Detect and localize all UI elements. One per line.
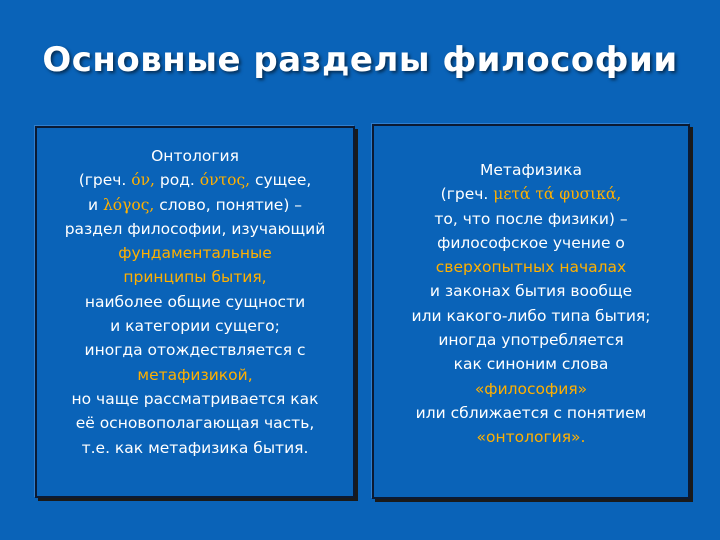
ontology-etymology-line-2 [37, 193, 353, 217]
greek-word-ontos: όντος, [194, 171, 251, 190]
ontology-text-line: но чаще рассматривается как [71, 389, 319, 408]
greek-word-on: όν, [126, 171, 155, 190]
ontology-text-line: т.е. как метафизика бытия. [81, 438, 309, 457]
metaphysics-text-line: как синоним слова [453, 355, 609, 374]
translation-word: слово, понятие) – [154, 195, 303, 214]
metaphysics-text-line: или сближается с понятием [415, 403, 647, 422]
metaphysics-text-line: и законах бытия вообще [429, 282, 633, 301]
ontology-text-line: её основополагающая часть, [75, 414, 315, 433]
metaphysics-highlight-line: сверхопытных началах [435, 258, 627, 277]
ontology-text-line: иногда отождествляется с [84, 341, 306, 360]
translation-being: сущее, [250, 171, 312, 190]
ontology-text-line: и категории сущего; [110, 317, 280, 336]
greek-phrase-meta-ta-physika: μετά τά φυσικά, [488, 185, 622, 204]
greek-word-logos: λόγος, [98, 195, 155, 214]
ontology-etymology-line-1 [37, 168, 353, 192]
conjunction-text: и [87, 195, 99, 214]
greek-abbrev-label: (греч. [78, 171, 127, 190]
ontology-text-line: раздел философии, изучающий [64, 219, 326, 238]
ontology-highlight-line: фундаментальные [118, 244, 272, 263]
ontology-highlight-line: метафизикой, [137, 365, 253, 384]
metaphysics-text-line: то, что после физики) – [434, 209, 628, 228]
metaphysics-text-line: философское учение о [437, 233, 625, 252]
metaphysics-text-line: или какого-либо типа бытия; [411, 306, 651, 325]
ontology-heading: Онтология [151, 147, 239, 165]
metaphysics-highlight-line: «онтология». [476, 428, 586, 447]
metaphysics-card [372, 124, 690, 499]
ontology-text-line: наиболее общие сущности [84, 292, 306, 311]
metaphysics-etymology-line-1 [374, 182, 688, 206]
metaphysics-highlight-line: «философия» [474, 379, 588, 398]
greek-abbrev-label: (греч. [440, 185, 489, 204]
ontology-highlight-line: принципы бытия, [123, 268, 267, 287]
metaphysics-text-line: иногда употребляется [438, 331, 624, 350]
metaphysics-heading: Метафизика [480, 161, 582, 179]
ontology-card [35, 126, 355, 498]
genitive-label: род. [154, 171, 195, 190]
slide-title: Основные разделы философии [42, 40, 678, 80]
